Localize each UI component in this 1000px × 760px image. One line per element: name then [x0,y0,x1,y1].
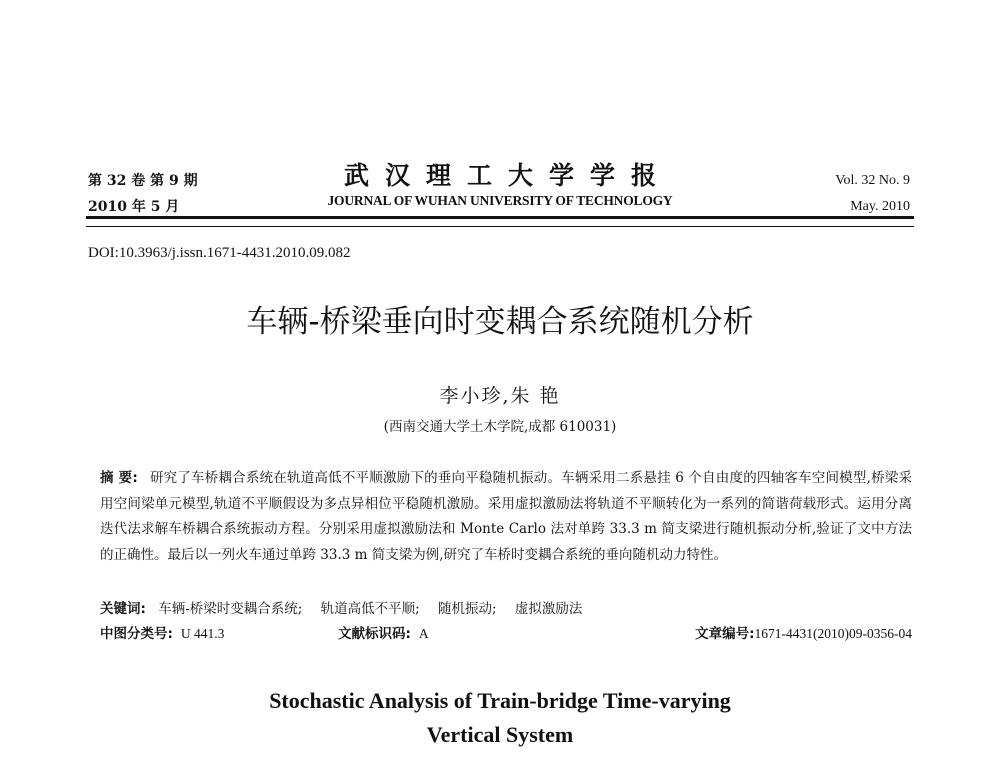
paper-title-cn: 车辆-桥梁垂向时变耦合系统随机分析 [246,304,754,340]
affiliation: (西南交通大学土木学院,成都 610031) [383,419,617,435]
abstract-text: 研究了车桥耦合系统在轨道高低不平顺激励下的垂向平稳随机振动。车辆采用二系悬挂 6 个自由度的四轴客车空间模型,桥梁采用空间梁单元模型,轨道不平顺假设为多点异相位平稳随机激励。采用虚拟激励法将轨道不平顺转化为一系列的简谐荷载形式。运用分离迭代法求解车桥耦合系统振动方程。分别采用虚拟激励法和 Monte Carlo 法对单跨 33.3 m 简支梁进行随机振动分析,验证了文中方法的正确性。最后以一列火车通过单跨 33.3 m 简支梁为例,研究了车桥时变耦合系统的垂向随机动力特性。 [100,470,912,563]
journal-title-cn: 武汉理工大学学报 [343,161,672,190]
keyword-item: 随机振动; [437,601,497,617]
header-rule-thick [86,216,914,219]
header-volume-info [88,168,198,220]
keyword-item: 车辆-桥梁时变耦合系统; [158,601,303,617]
date-en: May. 2010 [850,199,910,214]
keyword-item: 虚拟激励法 [514,601,583,617]
keywords-label: 关键词: [100,601,146,617]
doc-code [338,622,429,646]
doc-code-value: A [418,626,429,641]
volume-issue-en: Vol. 32 No. 9 [835,173,910,188]
journal-title-en: JOURNAL OF WUHAN UNIVERSITY OF TECHNOLOGY [327,193,673,208]
article-no-value: 1671-4431(2010)09-0356-04 [754,626,912,641]
keywords [100,597,912,621]
paper-title-en [0,684,1000,752]
abstract-label: 摘 要: [100,470,138,486]
header-volume-info-en [835,168,910,220]
clc-label: 中图分类号: [100,626,173,642]
header-rule-thin [86,226,914,227]
doc-code-label: 文献标识码: [338,626,411,642]
article-number [695,622,912,646]
abstract [100,466,912,568]
doi: DOI:10.3963/j.issn.1671-4431.2010.09.082 [88,245,351,261]
authors: 李小珍,朱 艳 [439,385,561,407]
paper-title-en-line1: Stochastic Analysis of Train-bridge Time-varying [269,688,731,713]
volume-issue-cn: 第 32 卷 第 9 期 [88,173,198,189]
keyword-item: 轨道高低不平顺; [320,601,420,617]
clc-value: U 441.3 [180,626,225,641]
article-no-label: 文章编号: [695,626,755,642]
date-cn: 2010 年 5 月 [88,199,180,215]
paper-title-en-line2: Vertical System [426,722,574,747]
clc [100,622,224,646]
journal-masthead [290,160,710,210]
